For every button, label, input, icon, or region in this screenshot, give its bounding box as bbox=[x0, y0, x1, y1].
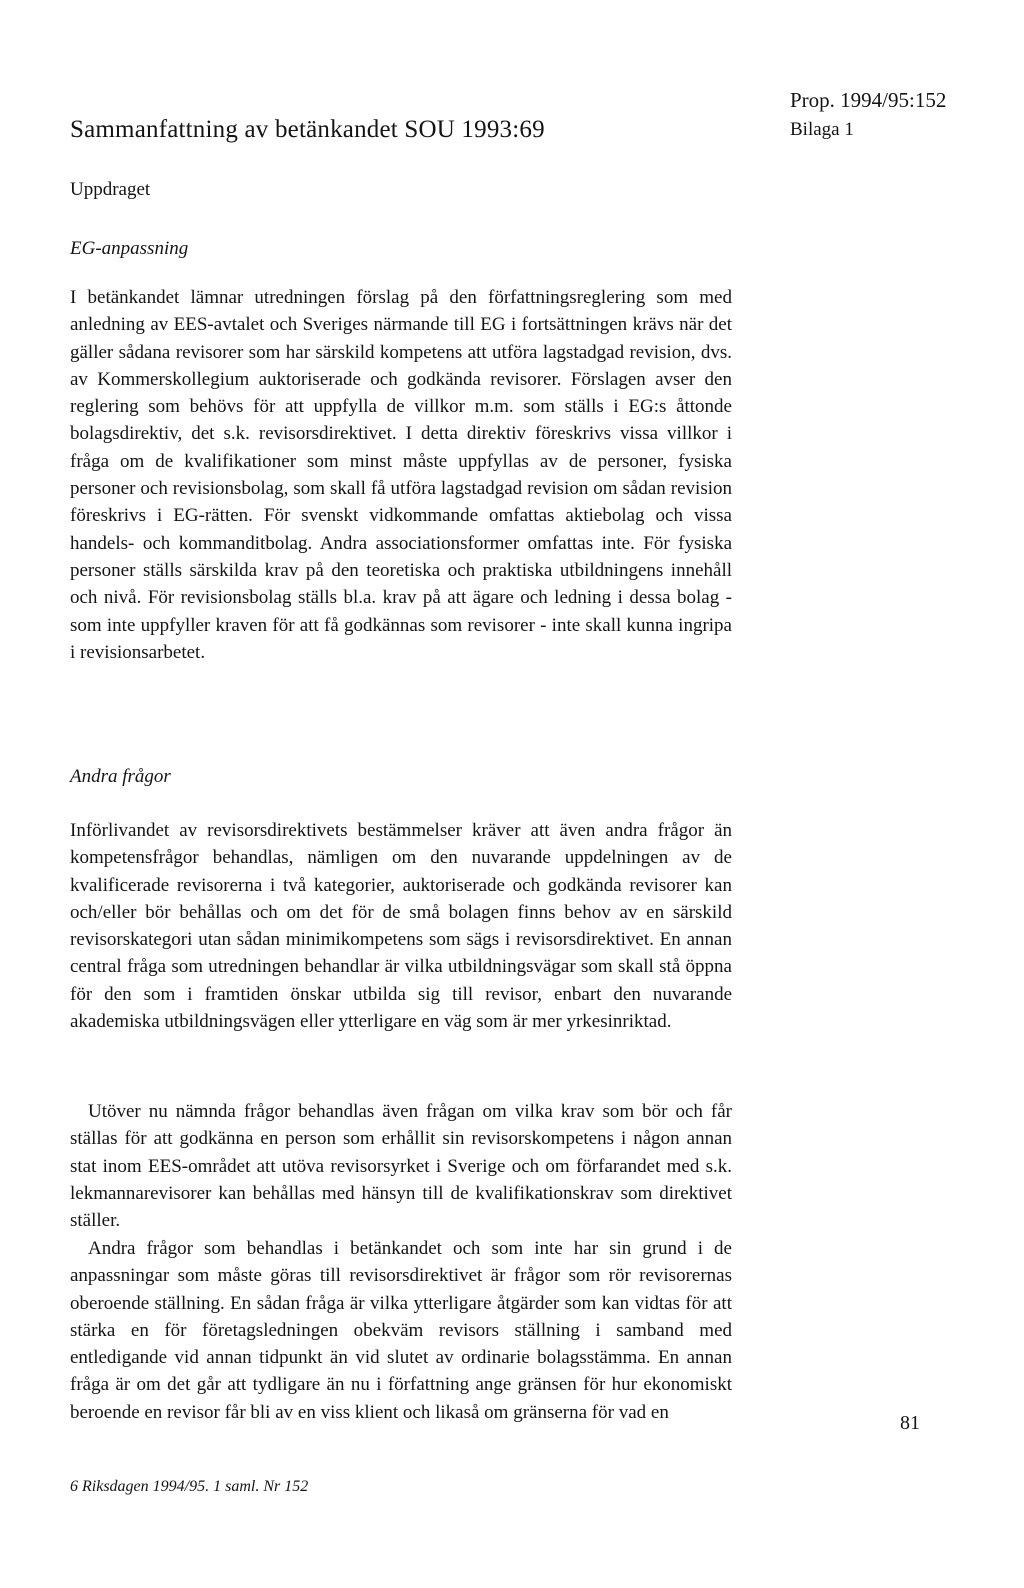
page-footer: 6 Riksdagen 1994/95. 1 saml. Nr 152 bbox=[70, 1478, 309, 1495]
appendix-label: Bilaga 1 bbox=[790, 119, 854, 140]
proposition-reference: Prop. 1994/95:152 bbox=[790, 88, 947, 112]
subheading-eg-anpassning: EG-anpassning bbox=[70, 238, 189, 259]
page-number: 81 bbox=[900, 1412, 920, 1434]
document-title: Sammanfattning av betänkandet SOU 1993:69 bbox=[70, 116, 545, 143]
paragraph-andra-fragor-1: Införlivandet av revisorsdirektivets bestämmelser kräver att även andra frågor än kompetensfrågor behandlas, nämligen om den nuvarande uppdelningen av de kvalificerade revisorerna i två kategorier, auktoriserade och godkända revisorer kan och/eller bör behållas och om det för de små bolagen finns behov av en särskild revisorskategori utan sådan minimikompetens som sägs i revisorsdirektivet. En annan central fråga som utredningen behandlar är vilka utbildningsvägar som skall stå öppna för den som i framtiden önskar utbilda sig till revisor, enbart den nuvarande akademiska utbildningsvägen eller ytterligare en väg som är mer yrkesinriktad. bbox=[70, 820, 732, 1033]
paragraph-eg-anpassning: I betänkandet lämnar utredningen förslag på den författningsreglering som med anledning av EES-avtalet och Sveriges närmande till EG i fortsättningen krävs när det gäller sådana revisorer som har särskild kompetens att utföra lagstadgad revision, dvs. av Kommerskollegium auktoriserade och godkända revisorer. Förslagen avser den reglering som behövs för att uppfylla de villkor m.m. som ställs i EG:s åttonde bolagsdirektiv, det s.k. revisorsdirektivet. I detta direktiv föreskrivs vissa villkor i fråga om de kvalifikationer som minst måste uppfyllas av de personer, fysiska personer och revisionsbolag, som skall få utföra lagstadgad revision om sådan revision föreskrivs i EG-rätten. För svenskt vidkommande omfattas aktiebolag och vissa handels- och kommanditbolag. Andra associationsformer omfattas inte. För fysiska personer ställs särskilda krav på den teoretiska och praktiska utbildningens innehåll och nivå. För revisionsbolag ställs bl.a. krav på att ägare och ledning i dessa bolag - som inte uppfyller kraven för att få godkännas som revisorer - inte skall kunna ingripa i revisionsarbetet. bbox=[70, 287, 732, 663]
paragraph-andra-fragor-3: Andra frågor som behandlas i betänkandet och som inte har sin grund i de anpassningar som måste göras till revisorsdirektivet är frågor som rör revisorernas oberoende ställning. En sådan fråga är vilka ytterligare åtgärder som kan vidtas för att stärka en för företagsledningen obekväm revisors ställning i samband med entledigande vid annan tidpunkt än vid slutet av ordinarie bolagsstämma. En annan fråga är om det går att tydligare än nu i författning ange gränsen för hur ekonomiskt beroende en revisor får bli av en viss klient och likaså om gränserna för vad en bbox=[70, 1238, 732, 1423]
subheading-andra-fragor: Andra frågor bbox=[70, 766, 171, 787]
section-heading: Uppdraget bbox=[70, 179, 151, 200]
paragraph-andra-fragor-2: Utöver nu nämnda frågor behandlas även frågan om vilka krav som bör och får ställas för att godkänna en person som erhållit sin revisorskompetens i någon annan stat inom EES-området att utöva revisorsyrket i Sverige och om förfarandet med s.k. lekmannarevisorer kan behållas med hänsyn till de kvalifikationskrav som direktivet ställer. bbox=[70, 1101, 732, 1232]
